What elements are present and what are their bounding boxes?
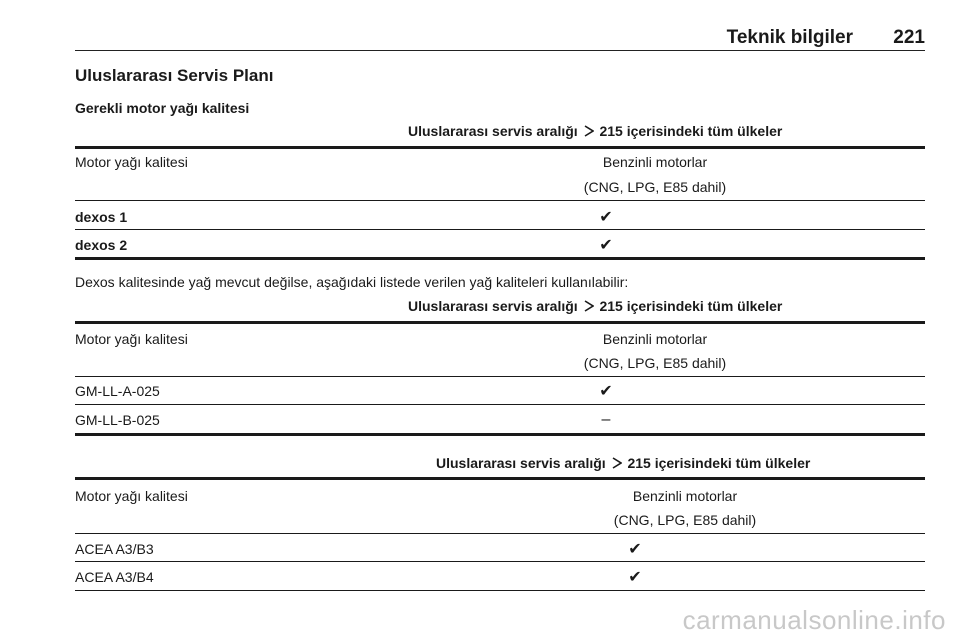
- subheading: Gerekli motor yağı kalitesi: [75, 100, 250, 116]
- table-caption: [408, 123, 782, 139]
- table-row-label: dexos 2: [75, 237, 128, 253]
- caption-reference[interactable]: 215: [599, 298, 623, 314]
- column-label: Motor yağı kalitesi: [75, 331, 188, 347]
- caption-text: içerisindeki tüm ülkeler: [626, 123, 783, 139]
- column-head-line1: Benzinli motorlar: [602, 331, 708, 347]
- table-rule: [75, 404, 925, 405]
- watermark: carmanualsonline.info: [682, 605, 946, 635]
- caption-text: içerisindeki tüm ülkeler: [626, 298, 783, 314]
- column-head-line2: (CNG, LPG, E85 dahil): [583, 355, 727, 371]
- table-rule: [75, 200, 925, 201]
- oil-quality-table-3: [75, 455, 925, 595]
- dash-mark: –: [601, 411, 611, 428]
- page-title: Uluslararası Servis Planı: [75, 66, 274, 85]
- caption-text: Uluslararası servis aralığı: [408, 298, 578, 314]
- reference-arrow-icon: [584, 300, 594, 312]
- header-page-number: 221: [893, 27, 925, 48]
- table-rule: [75, 433, 925, 436]
- caption-reference[interactable]: 215: [599, 123, 623, 139]
- check-mark-icon: ✔: [599, 383, 613, 400]
- column-head-line1: Benzinli motorlar: [602, 154, 708, 170]
- table-rule: [75, 257, 925, 260]
- table-row-label: GM-LL-A-025: [75, 383, 160, 399]
- header-section-title: Teknik bilgiler: [726, 27, 853, 48]
- table-caption: [408, 298, 782, 314]
- reference-arrow-icon: [612, 457, 622, 469]
- column-head-line2: (CNG, LPG, E85 dahil): [583, 179, 727, 195]
- page-header: [75, 24, 925, 51]
- reference-arrow-icon: [584, 125, 594, 137]
- caption-reference[interactable]: 215: [627, 455, 651, 471]
- check-mark-icon: ✔: [628, 541, 642, 558]
- table-caption: [436, 455, 810, 471]
- table-row-label: ACEA A3/B3: [75, 541, 154, 557]
- column-label: Motor yağı kalitesi: [75, 154, 188, 170]
- check-mark-icon: ✔: [599, 237, 613, 254]
- column-head-line2: (CNG, LPG, E85 dahil): [613, 512, 757, 528]
- table-rule: [75, 561, 925, 562]
- intro-text: Dexos kalitesinde yağ mevcut değilse, aşağıdaki listede verilen yağ kaliteleri kullanılabilir:: [75, 274, 629, 290]
- caption-text: Uluslararası servis aralığı: [408, 123, 578, 139]
- table-rule: [75, 229, 925, 230]
- column-label: Motor yağı kalitesi: [75, 488, 188, 504]
- table-rule: [75, 477, 925, 480]
- table-row-label: GM-LL-B-025: [75, 412, 160, 428]
- table-rule: [75, 533, 925, 534]
- oil-quality-table-2: [75, 298, 925, 440]
- table-rule: [75, 321, 925, 324]
- check-mark-icon: ✔: [599, 209, 613, 226]
- column-head-line1: Benzinli motorlar: [632, 488, 738, 504]
- check-mark-icon: ✔: [628, 569, 642, 586]
- caption-text: içerisindeki tüm ülkeler: [654, 455, 811, 471]
- table-row-label: dexos 1: [75, 209, 128, 225]
- table-rule: [75, 146, 925, 149]
- table-rule: [75, 590, 925, 591]
- table-rule: [75, 376, 925, 377]
- oil-quality-table-1: [75, 123, 925, 263]
- table-row-label: ACEA A3/B4: [75, 569, 154, 585]
- caption-text: Uluslararası servis aralığı: [436, 455, 606, 471]
